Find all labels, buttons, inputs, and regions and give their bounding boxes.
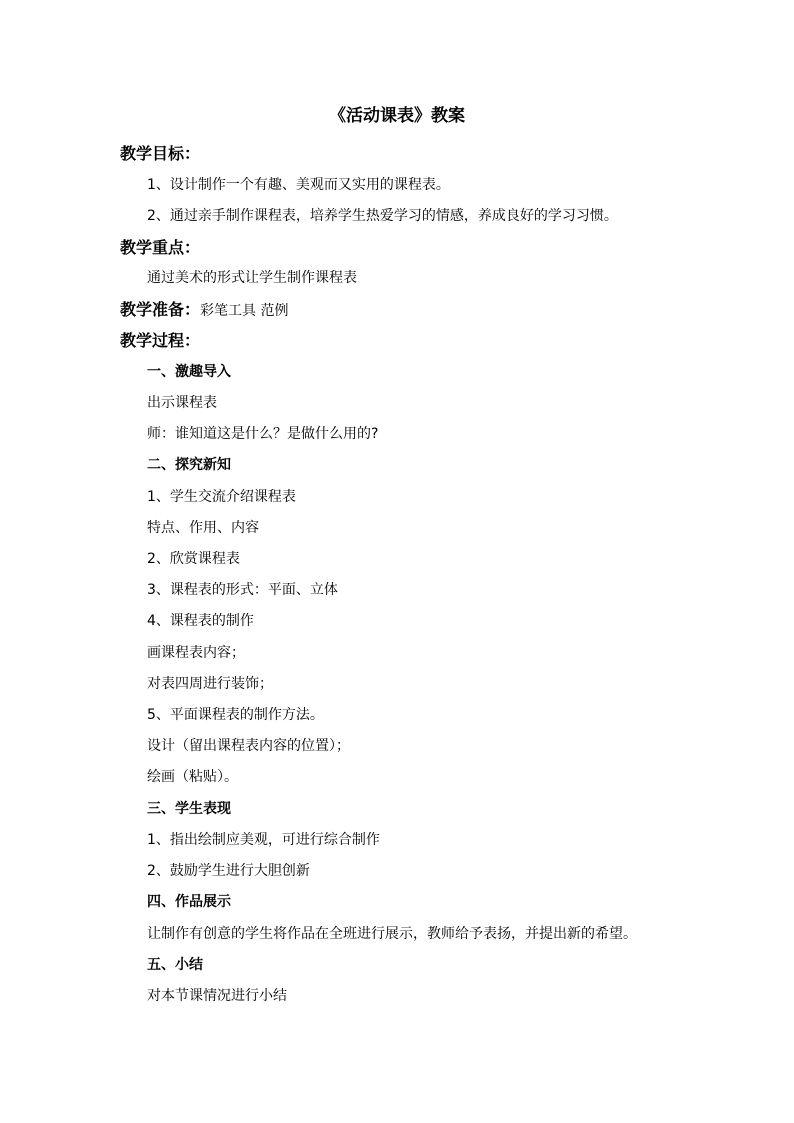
section-line: 对表四周进行装饰； [147, 676, 273, 692]
section-title-performance: 三、学生表现 [147, 801, 231, 817]
section-title-showcase: 四、作品展示 [147, 894, 231, 910]
section-line: 5、平面课程表的制作方法。 [147, 707, 324, 723]
objective-item-2: 2、通过亲手制作课程表，培养学生热爱学习的情感，养成良好的学习习惯。 [147, 208, 618, 224]
section-line: 让制作有创意的学生将作品在全班进行展示，教师给予表扬，并提出新的希望。 [147, 926, 637, 942]
key-points-heading: 教学重点： [120, 238, 201, 257]
section-line: 出示课程表 [147, 395, 217, 411]
section-line: 特点、作用、内容 [147, 520, 259, 536]
section-line: 3、课程表的形式：平面、立体 [147, 582, 338, 598]
objective-item-1: 1、设计制作一个有趣、美观而又实用的课程表。 [147, 177, 450, 193]
section-line: 1、指出绘制应美观，可进行综合制作 [147, 832, 380, 848]
preparation-line [120, 299, 288, 322]
section-title-intro: 一、激趣导入 [147, 364, 231, 380]
section-line: 4、课程表的制作 [147, 613, 254, 629]
section-line: 画课程表内容； [147, 645, 245, 661]
section-line: 2、鼓励学生进行大胆创新 [147, 863, 310, 879]
section-line: 1、学生交流介绍课程表 [147, 489, 296, 505]
objectives-heading: 教学目标： [120, 144, 201, 163]
section-line: 设计（留出课程表内容的位置）； [147, 738, 350, 754]
document-title: 《活动课表》教案 [329, 106, 465, 126]
section-line: 2、欣赏课程表 [147, 551, 240, 567]
key-points-text: 通过美术的形式让学生制作课程表 [147, 270, 357, 286]
process-heading: 教学过程： [120, 331, 201, 350]
section-title-explore: 二、探究新知 [147, 457, 231, 473]
preparation-text: 彩笔工具 范例 [200, 303, 289, 319]
preparation-heading: 教学准备： [120, 300, 201, 319]
section-title-summary: 五、小结 [147, 957, 203, 973]
section-line: 师：谁知道这是什么？是做什么用的? [147, 426, 379, 442]
section-line: 对本节课情况进行小结 [147, 988, 287, 1004]
section-line: 绘画（粘贴）。 [147, 769, 238, 785]
